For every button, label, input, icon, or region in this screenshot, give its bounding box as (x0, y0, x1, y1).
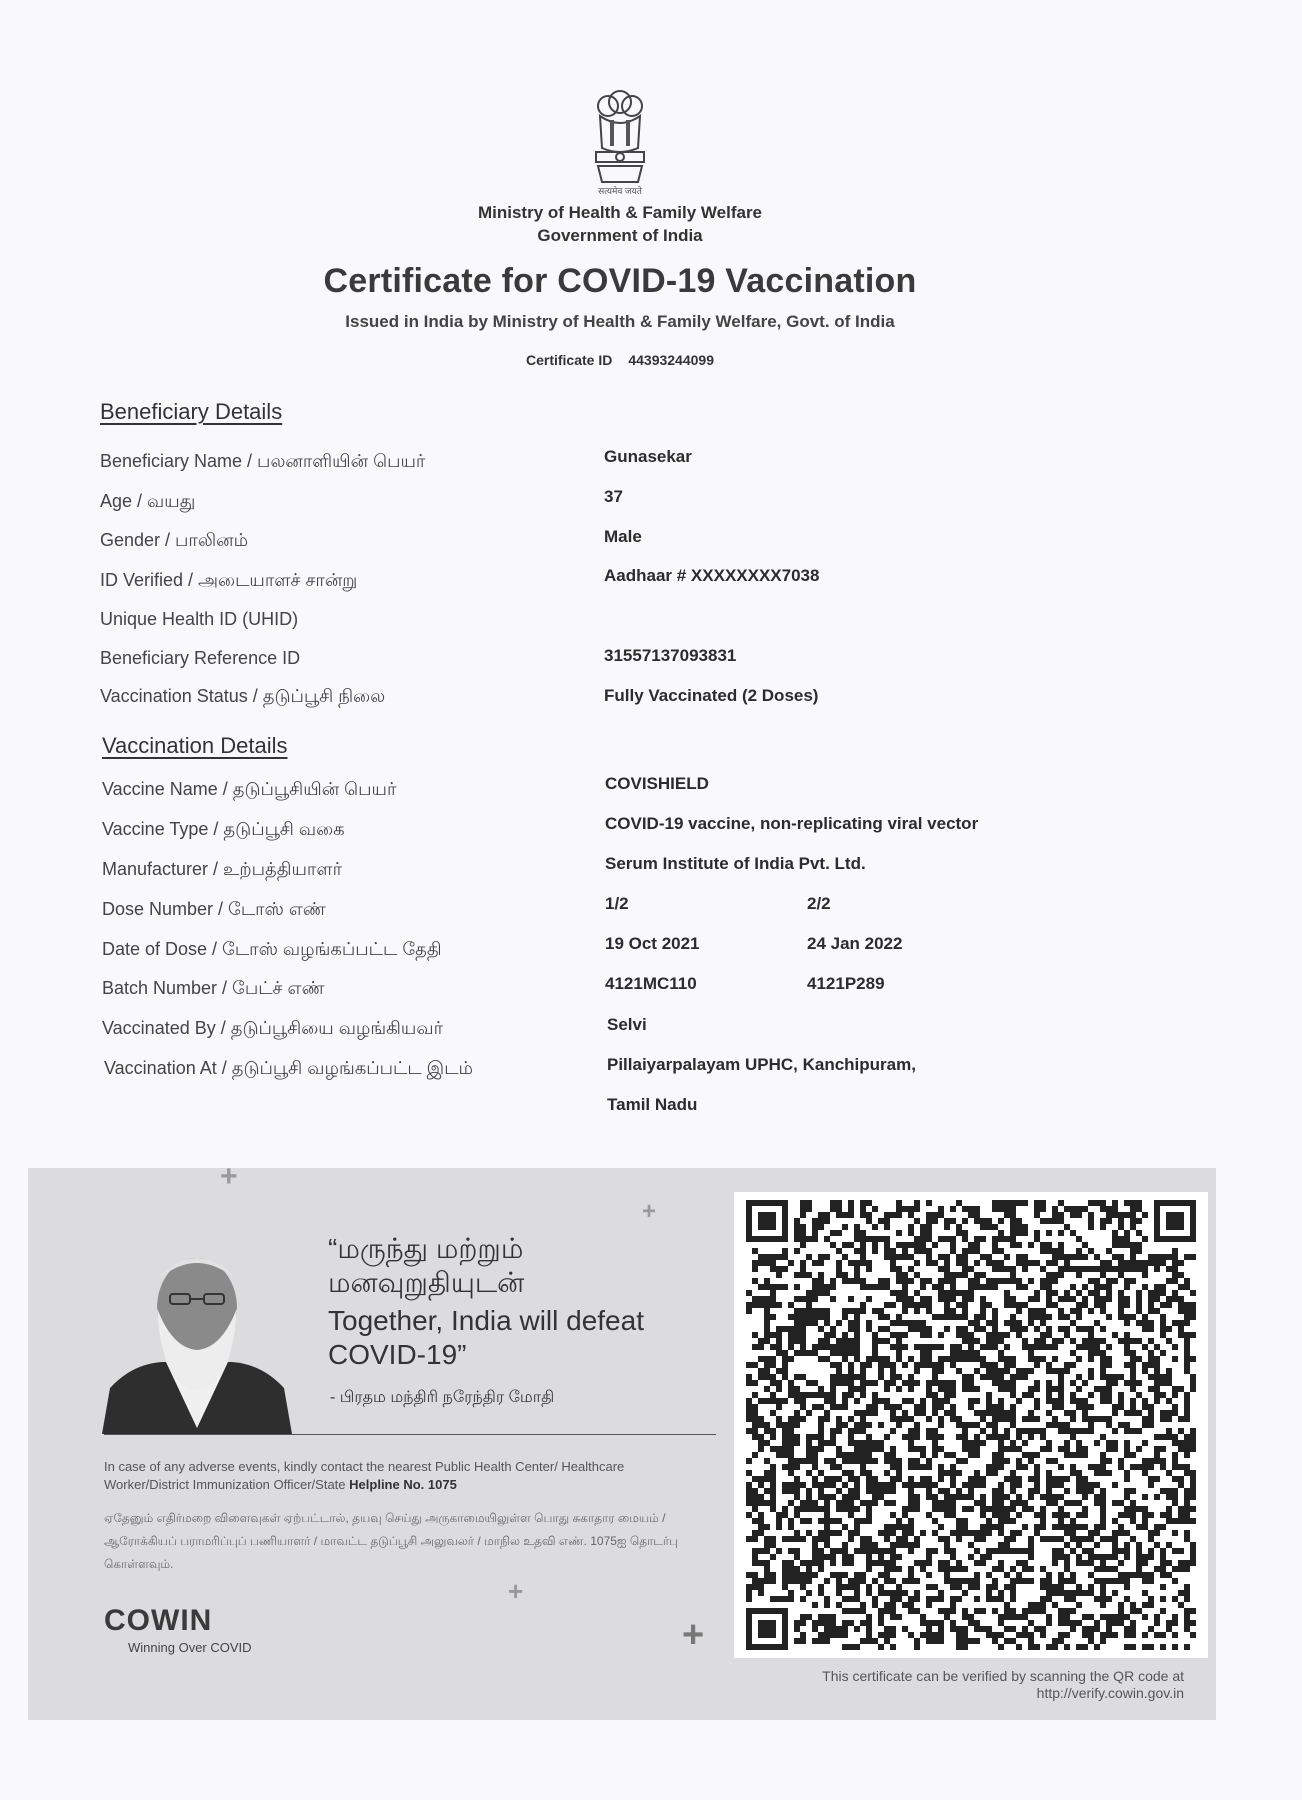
dose-1-batch: 4121MC110 (605, 974, 697, 993)
vaccinated-at-line1: Pillaiyarpalayam UPHC, Kanchipuram, (607, 1055, 916, 1074)
dose-number-label: Dose Number / டோஸ் எண் (102, 899, 326, 919)
quote-english: Together, India will defeat COVID-19” (328, 1305, 644, 1370)
cowin-logo: COWIN (104, 1604, 213, 1637)
qr-caption-line1: This certificate can be verified by scanning the QR code at (822, 1668, 1184, 1684)
reference-id-value: 31557137093831 (604, 646, 737, 665)
qr-finder-pattern (749, 1611, 785, 1647)
government-name: Government of India (537, 226, 703, 245)
vaccination-heading: Vaccination Details (102, 733, 288, 758)
dose-2-date: 24 Jan 2022 (807, 934, 903, 953)
gender-value: Male (604, 527, 642, 546)
qr-modules (746, 1200, 1196, 1650)
helpline-number: Helpline No. 1075 (349, 1477, 457, 1492)
helpline-text: In case of any adverse events, kindly contact the nearest Public Health Center/ Healthcare Worker/District Immunization Officer/State (104, 1459, 625, 1492)
emblem-motto: सत्यमेव जयते (598, 186, 642, 196)
dose-2-batch: 4121P289 (807, 974, 885, 993)
dose-1-date: 19 Oct 2021 (605, 934, 700, 953)
quote-attribution: - பிரதம மந்திரி நரேந்திர மோதி (330, 1389, 555, 1406)
vaccinated-by-value: Selvi (607, 1015, 647, 1034)
uhid-label: Unique Health ID (UHID) (100, 609, 299, 629)
vaccine-type-value: COVID-19 vaccine, non-replicating viral vector (605, 814, 979, 833)
national-emblem (586, 86, 654, 198)
page-subtitle: Issued in India by Ministry of Health & Family Welfare, Govt. of India (345, 312, 895, 331)
qr-caption (734, 1668, 1184, 1702)
vaccination-status-label: Vaccination Status / தடுப்பூசி நிலை (100, 686, 386, 706)
quote-tamil-line1: “மருந்து மற்றும் (328, 1233, 524, 1264)
page-title: Certificate for COVID-19 Vaccination (323, 262, 917, 300)
cowin-tagline: Winning Over COVID (128, 1640, 252, 1655)
quote-tamil-line2: மனவுறுதியுடன் (328, 1267, 525, 1298)
beneficiary-heading: Beneficiary Details (100, 399, 283, 424)
plus-decoration-icon: + (642, 1198, 657, 1225)
certificate-id-value: 44393244099 (628, 352, 714, 368)
helpline-notice-tamil: ஏதேனும் எதிர்மறை விளைவுகள் ஏற்பட்டால், தயவு செய்து அருகாமையிலுள்ள பொது சுகாதார மையம் / ஆரோக்கியப் பராமரிப்புப் பணியாளர் / மாவட்ட தடுப்பூசி அலுவலர் / மாநில உதவி எண். 1075ஐ தொடர்பு கொள்ளவும். (104, 1511, 679, 1571)
reference-id-label: Beneficiary Reference ID (100, 648, 301, 668)
dose-2-number: 2/2 (807, 894, 831, 913)
manufacturer-value: Serum Institute of India Pvt. Ltd. (605, 854, 866, 873)
batch-number-label: Batch Number / பேட்ச் எண் (102, 978, 325, 998)
qr-code-panel (734, 1192, 1208, 1658)
qr-code (746, 1200, 1196, 1650)
plus-decoration-icon: + (682, 1614, 705, 1656)
id-verified-label: ID Verified / அடையாளச் சான்று (100, 570, 358, 590)
vaccine-type-label: Vaccine Type / தடுப்பூசி வகை (102, 819, 345, 839)
beneficiary-name-label: Beneficiary Name / பலனாளியின் பெயர் (100, 451, 426, 471)
id-verified-value: Aadhaar # XXXXXXXX7038 (604, 566, 820, 585)
qr-finder-pattern (749, 1203, 785, 1239)
vaccinated-at-label: Vaccination At / தடுப்பூசி வழங்கப்பட்ட இடம் (104, 1058, 473, 1078)
plus-decoration-icon: + (508, 1576, 524, 1606)
age-value: 37 (604, 487, 623, 506)
manufacturer-label: Manufacturer / உற்பத்தியாளர் (102, 859, 342, 879)
vaccination-status-value: Fully Vaccinated (2 Doses) (604, 686, 819, 705)
dose-1-number: 1/2 (605, 894, 629, 913)
helpline-notice (104, 1458, 684, 1494)
banner-quote (328, 1232, 698, 1372)
portrait-image (102, 1238, 292, 1434)
qr-caption-url[interactable]: http://verify.cowin.gov.in (1036, 1685, 1184, 1701)
date-of-dose-label: Date of Dose / டோஸ் வழங்கப்பட்ட தேதி (102, 939, 442, 959)
vaccine-name-label: Vaccine Name / தடுப்பூசியின் பெயர் (102, 779, 397, 799)
certificate-id-label: Certificate ID (525, 352, 613, 368)
ministry-name: Ministry of Health & Family Welfare (477, 203, 763, 222)
age-label: Age / வயது (100, 491, 196, 511)
certificate-id (0, 352, 1240, 368)
gender-label: Gender / பாலினம் (100, 530, 249, 550)
vaccinated-by-label: Vaccinated By / தடுப்பூசியை வழங்கியவர் (102, 1018, 443, 1038)
qr-finder-pattern (1157, 1203, 1193, 1239)
beneficiary-name-value: Gunasekar (604, 447, 692, 466)
vaccinated-at-line2: Tamil Nadu (607, 1095, 698, 1114)
plus-decoration-icon: + (220, 1160, 238, 1193)
vaccine-name-value: COVISHIELD (605, 774, 709, 793)
banner-divider (104, 1434, 716, 1435)
